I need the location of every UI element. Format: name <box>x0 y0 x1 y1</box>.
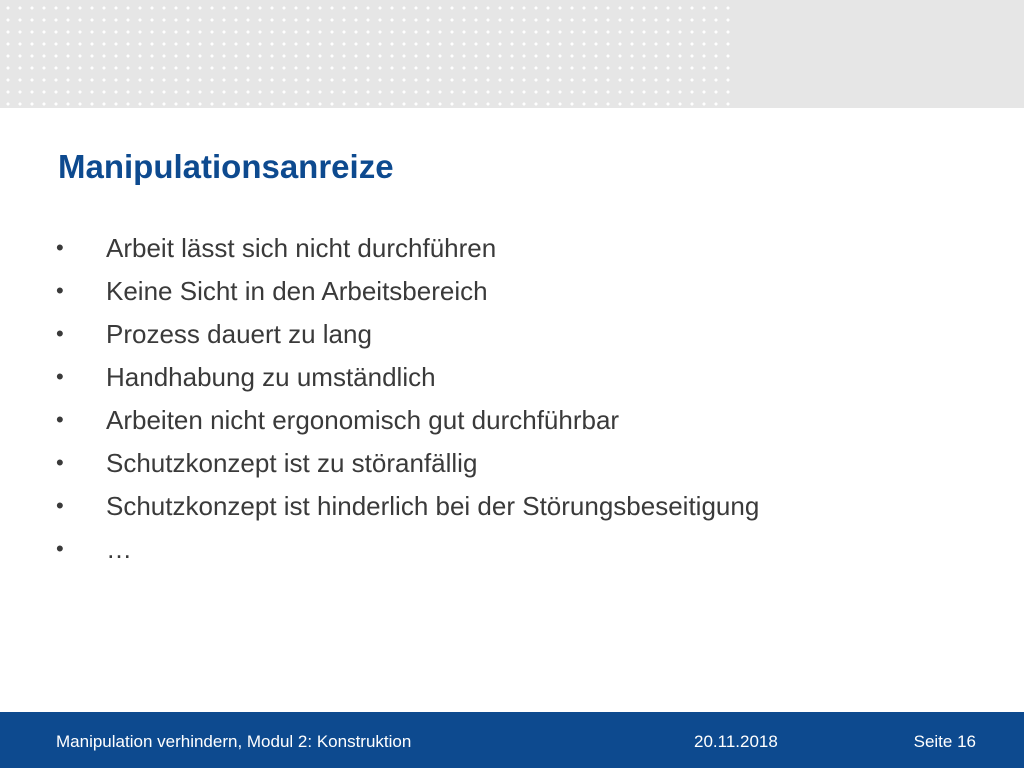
bullet-marker: • <box>56 321 64 346</box>
footer-presentation-title: Manipulation verhindern, Modul 2: Konstruktion <box>56 732 412 751</box>
bullet-text: Arbeiten nicht ergonomisch gut durchführbar <box>106 405 620 435</box>
bullet-marker: • <box>56 278 64 303</box>
bullet-text: … <box>106 534 132 564</box>
dot-pattern-decoration <box>0 0 734 108</box>
footer-date: 20.11.2018 <box>694 732 778 751</box>
bullet-text: Prozess dauert zu lang <box>106 319 372 349</box>
bullet-text: Handhabung zu umständlich <box>106 362 436 392</box>
bullet-text: Schutzkonzept ist zu störanfällig <box>106 448 478 478</box>
bullet-marker: • <box>56 450 64 475</box>
bullet-marker: • <box>56 364 64 389</box>
bullet-marker: • <box>56 493 64 518</box>
bullet-marker: • <box>56 407 64 432</box>
header-band <box>0 0 1024 108</box>
footer-bar <box>0 712 1024 768</box>
slide-title: Manipulationsanreize <box>58 148 394 185</box>
footer-page-number: Seite 16 <box>913 732 976 751</box>
bullet-text: Keine Sicht in den Arbeitsbereich <box>106 276 488 306</box>
bullet-marker: • <box>56 235 64 260</box>
bullet-marker: • <box>56 536 64 561</box>
bullet-text: Schutzkonzept ist hinderlich bei der Störungsbeseitigung <box>106 491 760 521</box>
bullet-text: Arbeit lässt sich nicht durchführen <box>106 233 497 263</box>
